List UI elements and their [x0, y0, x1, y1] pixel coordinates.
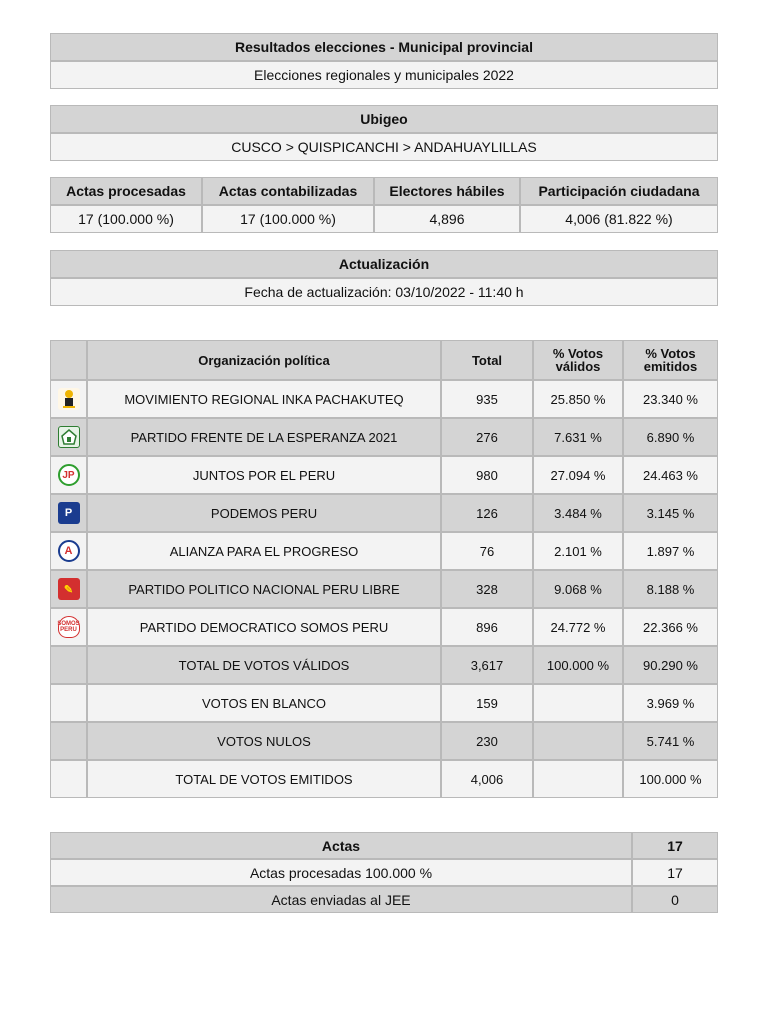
party-emitted-pct: 3.145 %	[623, 494, 718, 532]
summary-name: VOTOS EN BLANCO	[87, 684, 441, 722]
party-total: 896	[441, 608, 533, 646]
party-valid-pct: 3.484 %	[533, 494, 623, 532]
summary-valid-pct: 100.000 %	[533, 646, 623, 684]
ubigeo-label: Ubigeo	[50, 105, 718, 133]
page-title: Resultados elecciones - Municipal provincial	[50, 33, 718, 61]
party-name: PODEMOS PERU	[87, 494, 441, 532]
summary-valid-pct	[533, 722, 623, 760]
results-table	[50, 340, 718, 798]
summary-row-valid	[50, 646, 718, 684]
results-header-org: Organización política	[87, 340, 441, 380]
summary-valid-pct	[533, 760, 623, 798]
party-emitted-pct: 24.463 %	[623, 456, 718, 494]
party-name: ALIANZA PARA EL PROGRESO	[87, 532, 441, 570]
party-valid-pct: 24.772 %	[533, 608, 623, 646]
stats-table	[50, 177, 718, 233]
table-row	[50, 570, 718, 608]
summary-total: 159	[441, 684, 533, 722]
ubigeo-value: CUSCO > QUISPICANCHI > ANDAHUAYLILLAS	[50, 133, 718, 161]
summary-emitted-pct: 3.969 %	[623, 684, 718, 722]
actas-table	[50, 832, 718, 913]
podemos-peru-logo-icon: P	[58, 502, 80, 524]
peru-libre-logo-icon: ✎	[58, 578, 80, 600]
table-row	[50, 608, 718, 646]
party-name: PARTIDO FRENTE DE LA ESPERANZA 2021	[87, 418, 441, 456]
party-name: JUNTOS POR EL PERU	[87, 456, 441, 494]
juntos-por-el-peru-logo-icon: JP	[58, 464, 80, 486]
stats-value-actas-contabilizadas: 17 (100.000 %)	[202, 205, 374, 233]
party-emitted-pct: 1.897 %	[623, 532, 718, 570]
stats-value-participacion: 4,006 (81.822 %)	[520, 205, 718, 233]
stats-header-actas-procesadas: Actas procesadas	[50, 177, 202, 205]
party-valid-pct: 9.068 %	[533, 570, 623, 608]
stats-header-electores: Electores hábiles	[374, 177, 520, 205]
party-valid-pct: 2.101 %	[533, 532, 623, 570]
table-row	[50, 418, 718, 456]
somos-peru-logo-icon: SOMOS PERU	[58, 616, 80, 638]
party-total: 935	[441, 380, 533, 418]
table-row	[50, 456, 718, 494]
results-header-emitted: % Votos emitidos	[623, 340, 718, 380]
summary-valid-pct	[533, 684, 623, 722]
party-name: PARTIDO POLITICO NACIONAL PERU LIBRE	[87, 570, 441, 608]
inka-pachakuteq-logo-icon	[58, 388, 80, 410]
results-header-logo	[50, 340, 87, 380]
party-emitted-pct: 22.366 %	[623, 608, 718, 646]
summary-row-null	[50, 722, 718, 760]
party-valid-pct: 7.631 %	[533, 418, 623, 456]
results-header-valid: % Votos válidos	[533, 340, 623, 380]
frente-esperanza-logo-icon	[58, 426, 80, 448]
table-row	[50, 494, 718, 532]
table-row	[50, 380, 718, 418]
party-total: 76	[441, 532, 533, 570]
summary-name: TOTAL DE VOTOS EMITIDOS	[87, 760, 441, 798]
party-total: 980	[441, 456, 533, 494]
summary-name: VOTOS NULOS	[87, 722, 441, 760]
actas-procesadas-value: 17	[632, 859, 718, 886]
summary-row-emitted	[50, 760, 718, 798]
party-name: PARTIDO DEMOCRATICO SOMOS PERU	[87, 608, 441, 646]
results-header-total: Total	[441, 340, 533, 380]
election-name: Elecciones regionales y municipales 2022	[50, 61, 718, 89]
party-total: 126	[441, 494, 533, 532]
results-header-row	[50, 340, 718, 380]
summary-name: TOTAL DE VOTOS VÁLIDOS	[87, 646, 441, 684]
party-valid-pct: 25.850 %	[533, 380, 623, 418]
update-table	[50, 250, 718, 306]
summary-emitted-pct: 100.000 %	[623, 760, 718, 798]
actas-jee-value: 0	[632, 886, 718, 913]
title-table	[50, 33, 718, 89]
party-valid-pct: 27.094 %	[533, 456, 623, 494]
stats-value-electores: 4,896	[374, 205, 520, 233]
summary-emitted-pct: 5.741 %	[623, 722, 718, 760]
table-row	[50, 532, 718, 570]
actas-jee-label: Actas enviadas al JEE	[50, 886, 632, 913]
summary-total: 4,006	[441, 760, 533, 798]
party-total: 328	[441, 570, 533, 608]
party-emitted-pct: 6.890 %	[623, 418, 718, 456]
summary-total: 3,617	[441, 646, 533, 684]
summary-emitted-pct: 90.290 %	[623, 646, 718, 684]
summary-row-blank	[50, 684, 718, 722]
actas-count: 17	[632, 832, 718, 859]
stats-header-actas-contabilizadas: Actas contabilizadas	[202, 177, 374, 205]
ubigeo-table	[50, 105, 718, 161]
party-emitted-pct: 8.188 %	[623, 570, 718, 608]
update-label: Actualización	[50, 250, 718, 278]
update-value: Fecha de actualización: 03/10/2022 - 11:40 h	[50, 278, 718, 306]
actas-label: Actas	[50, 832, 632, 859]
alianza-progreso-logo-icon: A	[58, 540, 80, 562]
party-total: 276	[441, 418, 533, 456]
summary-total: 230	[441, 722, 533, 760]
stats-header-participacion: Participación ciudadana	[520, 177, 718, 205]
party-name: MOVIMIENTO REGIONAL INKA PACHAKUTEQ	[87, 380, 441, 418]
actas-procesadas-label: Actas procesadas 100.000 %	[50, 859, 632, 886]
party-emitted-pct: 23.340 %	[623, 380, 718, 418]
stats-value-actas-procesadas: 17 (100.000 %)	[50, 205, 202, 233]
